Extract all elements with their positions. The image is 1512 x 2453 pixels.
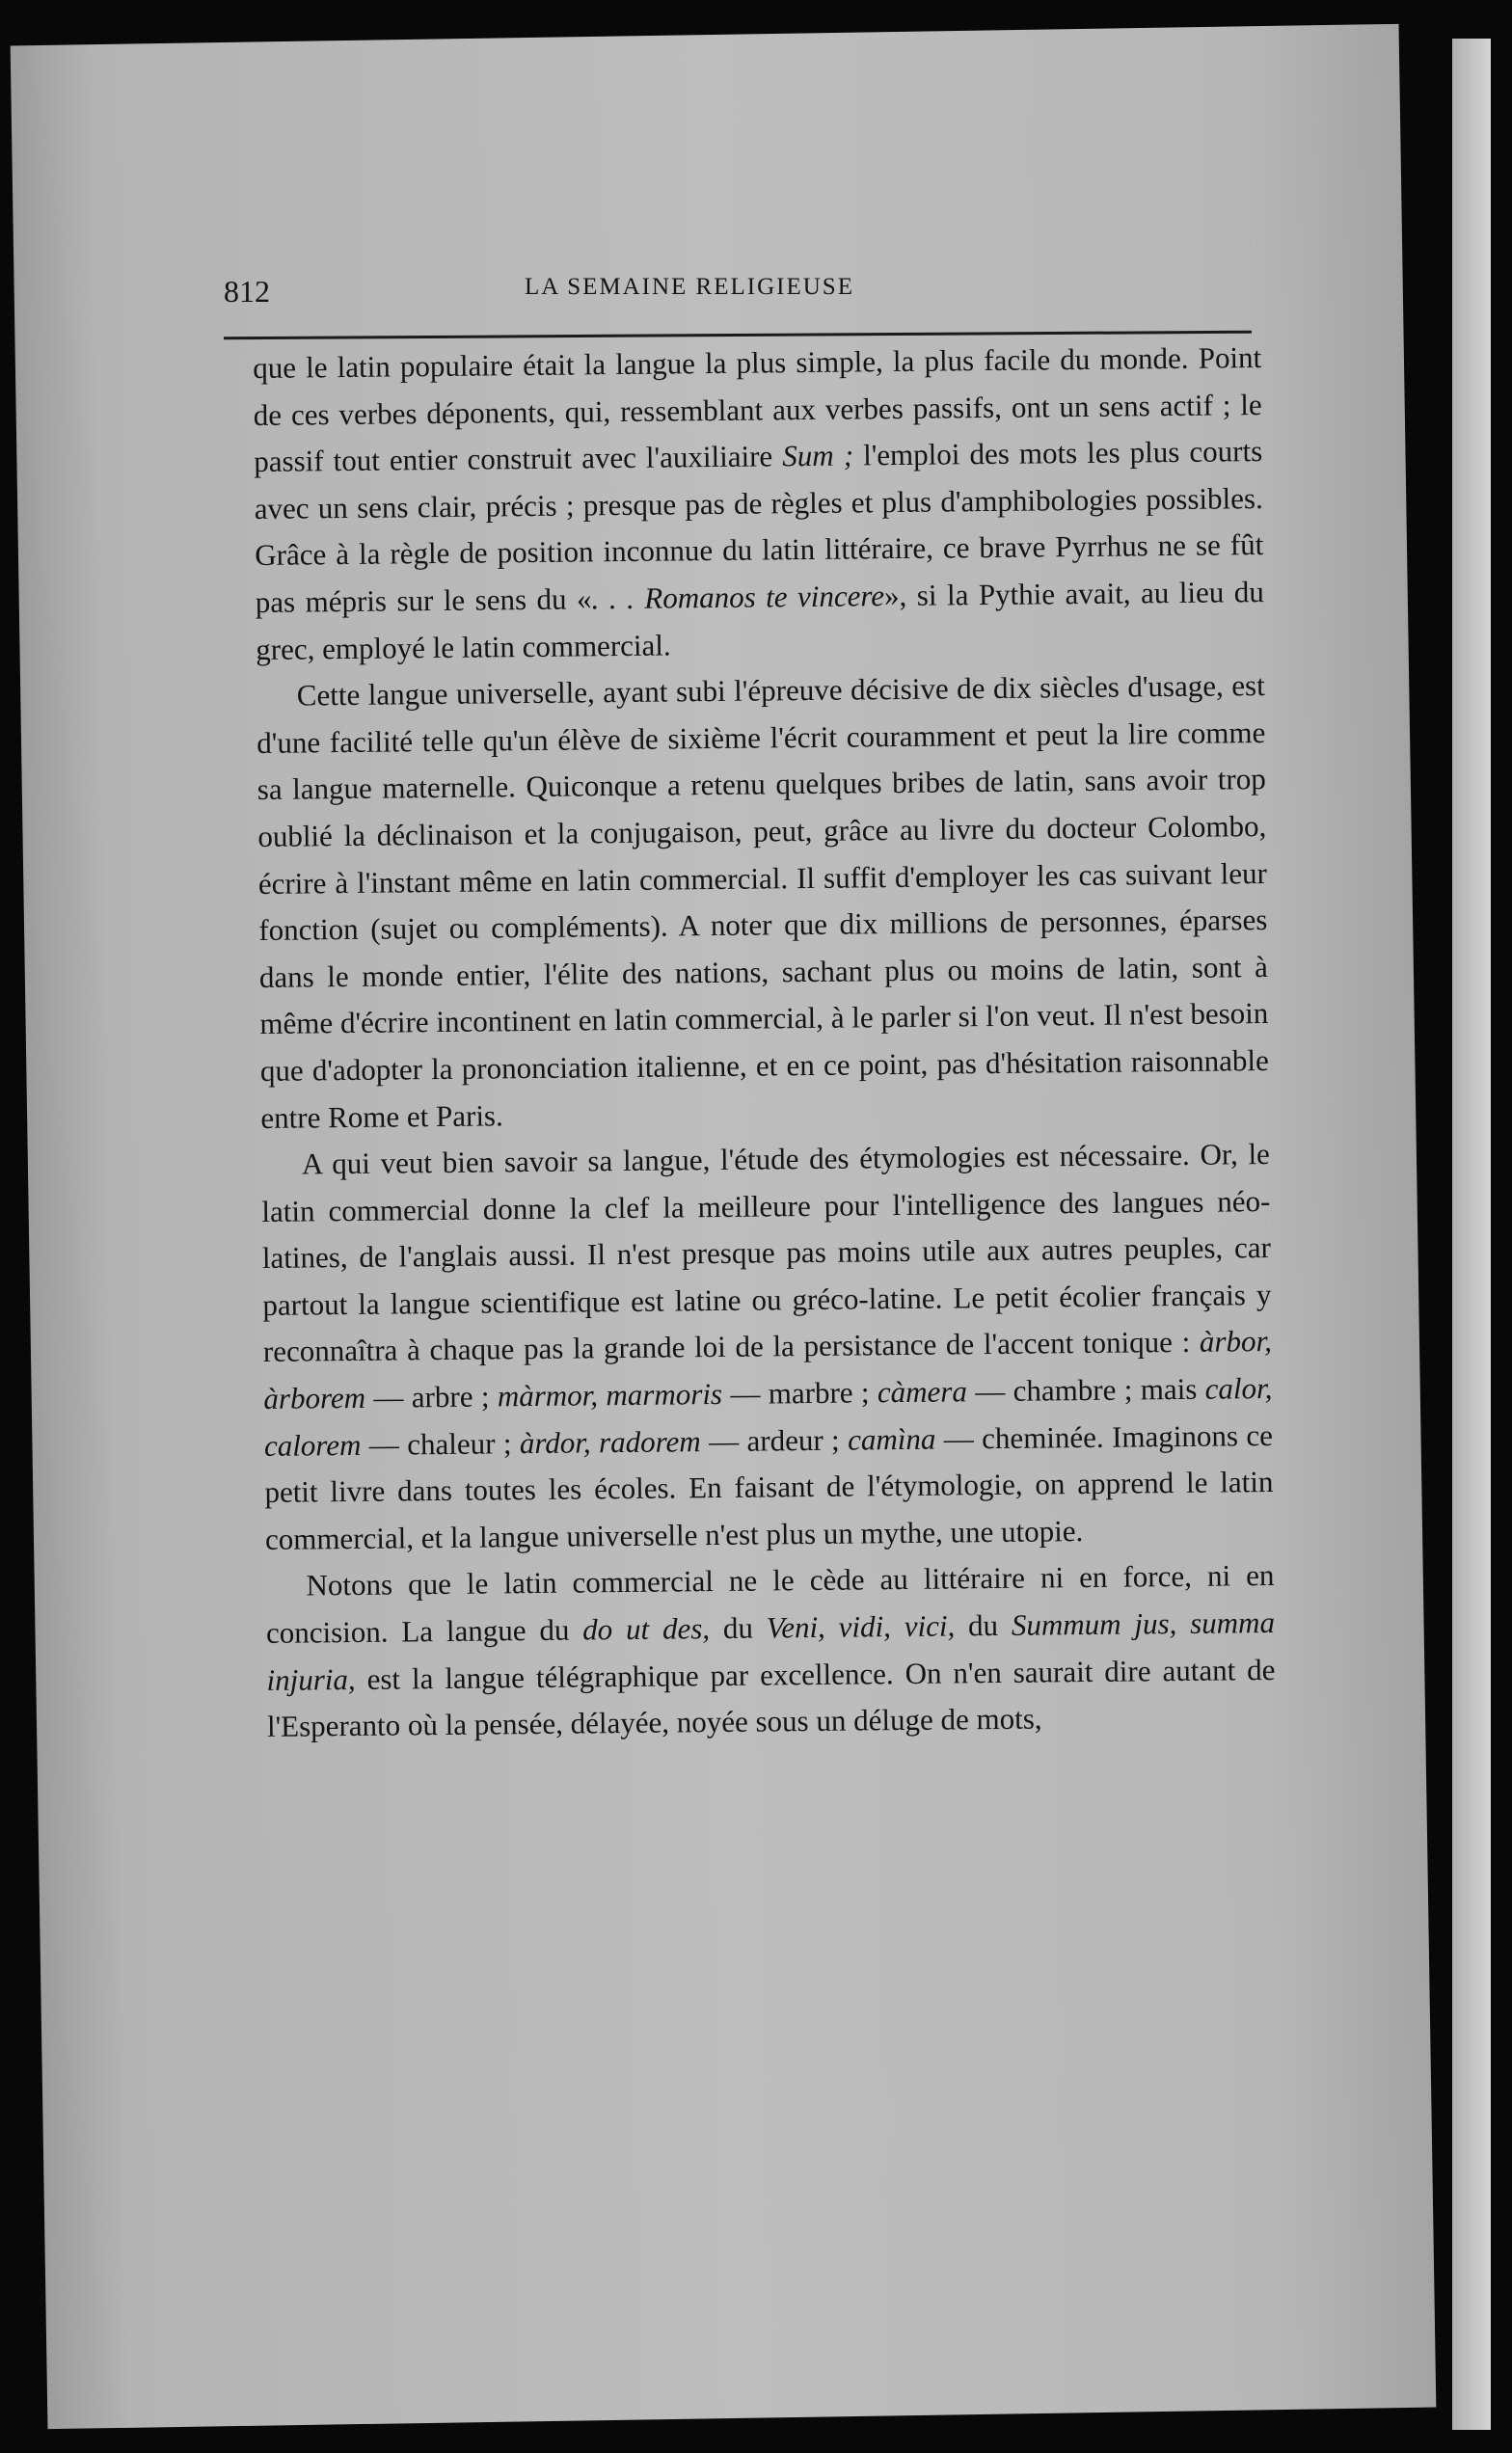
next-page-edge [1452, 39, 1491, 2430]
italic-run: Sum ; [782, 438, 854, 473]
italic-run: àrdor, radorem [519, 1423, 701, 1460]
paragraph-4 [265, 1552, 1276, 1750]
page-header [224, 247, 1256, 309]
text-run: l'emploi des mots les plus courts avec un sens clair, précis ; presque pas de règles et plus d'amphibologies possibles. Grâce à la règle de position inconnue du latin littéraire, ce brave Pyrrhus ne se fût pas mépris sur le sens du « [254, 434, 1264, 619]
paragraph-2 [256, 662, 1270, 1142]
text-run: est la langue télégraphique par excellence. On n'en saurait dire autant de l'Esperanto où la pensée, délayée, noyée sous un déluge de mots, [266, 1652, 1276, 1744]
text-run: — cheminée. Imaginons ce petit livre dans toutes les écoles. En faisant de l'étymologie, on apprend le latin commercial, et la langue universelle n'est plus un mythe, une utopie. [264, 1417, 1274, 1556]
text-run: A qui veut bien savoir sa langue, l'étude des étymologies est nécessaire. Or, le latin commercial donne la clef la meilleure pour l'intelligence des langues néo-latines, de l'anglais aussi. Il n'est presque pas moins utile aux autres peuples, car partout la langue scientifique est latine ou gréco-latine. Le petit écolier français y reconnaîtra à chaque pas la grande loi de la persistance de l'accent tonique : [261, 1137, 1272, 1369]
text-run: — marbre ; [721, 1375, 878, 1412]
paragraph-3 [261, 1131, 1275, 1563]
text-run: », si la Pythie avait, au lieu du grec, employé le latin commercial. [256, 575, 1264, 666]
text-run: — arbre ; [364, 1379, 499, 1415]
running-title: LA SEMAINE RELIGIEUSE [525, 274, 854, 300]
text-run: Notons que le latin commercial ne le cède au littéraire ni en force, ni en concision. La langue du [265, 1558, 1275, 1650]
italic-run: . . . Romanos te vincere [591, 579, 885, 616]
italic-run: calor, calorem [263, 1371, 1273, 1463]
paragraph-1 [253, 335, 1265, 673]
page-number: 812 [224, 274, 270, 309]
text-run: Cette langue universelle, ayant subi l'épreuve décisive de dix siècles d'usage, est d'une facilité telle qu'un élève de sixième l'écrit couramment et peut la lire comme sa langue maternelle. Quiconque a retenu quelques bribes de latin, sans avoir trop oublié la déclinaison et la conjugaison, peut, grâce au livre du docteur Colombo, écrire à l'instant même en latin commercial. Il suffit d'employer les cas suivant leur fonction (sujet ou compléments). A noter que dix millions de personnes, éparses dans le monde entier, l'élite des nations, sachant plus ou moins de latin, sont à même d'écrire incontinent en latin commercial, à le parler si l'on veut. Il n'est besoin que d'adopter la prononciation italienne, et en ce point, pas d'hésitation raisonnable entre Rome et Paris. [256, 668, 1270, 1135]
article-body [253, 335, 1276, 1751]
text-run: que le latin populaire était la langue la plus simple, la plus facile du monde. Point de ces verbes déponents, qui, ressemblant aux verbes passifs, ont un sens actif ; le passif tout entier construit avec l'auxiliaire [253, 340, 1262, 479]
text-run: du [709, 1610, 767, 1646]
text-run: — ardeur ; [700, 1422, 849, 1458]
italic-run: càmera [877, 1374, 968, 1410]
italic-run: àrbor, àrborem [263, 1324, 1273, 1416]
italic-run: Summum jus, summa injuria, [266, 1605, 1276, 1697]
text-run: — chaleur ; [361, 1425, 521, 1462]
italic-run: camìna [847, 1421, 936, 1457]
text-run: du [955, 1607, 1012, 1643]
text-run: — chambre ; mais [966, 1371, 1205, 1409]
italic-run: màrmor, marmoris [497, 1377, 723, 1414]
italic-run: do ut des, [582, 1611, 711, 1647]
italic-run: Veni, vidi, vici, [766, 1608, 956, 1645]
